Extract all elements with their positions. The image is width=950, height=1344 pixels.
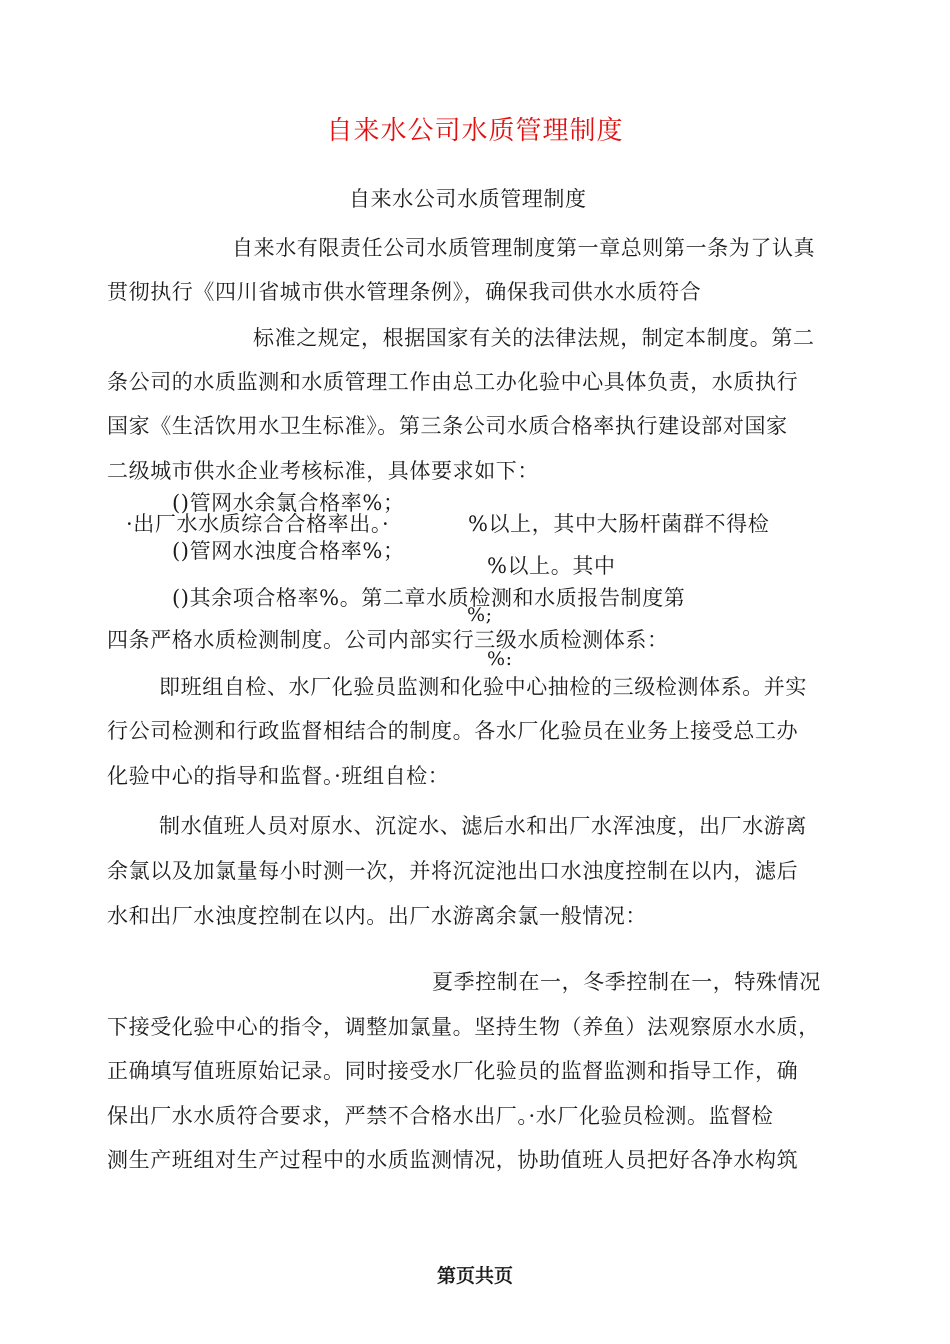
body-line: ()管网水余氯合格率%； (172, 491, 405, 515)
body-line: %以上，其中大肠杆菌群不得检 (468, 512, 770, 536)
body-line: %以上。其中 (487, 554, 616, 578)
body-line: 条公司的水质监测和水质管理工作由总工办化验中心具体负责，水质执行 (107, 370, 799, 394)
body-line: 行公司检测和行政监督相结合的制度。各水厂化验员在业务上接受总工办 (107, 719, 799, 743)
body-line: 下接受化验中心的指令，调整加氯量。坚持生物（养鱼）法观察原水水质， (107, 1015, 820, 1039)
body-line: 四条严格水质检测制度。公司内部实行三级水质检测体系： (107, 628, 669, 652)
body-line: 贯彻执行《四川省城市供水管理条例》，确保我司供水水质符合 (107, 280, 702, 304)
body-line: 正确填写值班原始记录。同时接受水厂化验员的监督监测和指导工作，确 (107, 1059, 799, 1083)
body-line: 即班组自检、水厂化验员监测和化验中心抽检的三级检测体系。并实 (159, 675, 807, 699)
document-subtitle: 自来水公司水质管理制度 (349, 187, 587, 211)
body-line: 自来水有限责任公司水质管理制度第一章总则第一条为了认真 (232, 236, 816, 260)
page-footer: 第页共页 (436, 1265, 513, 1287)
body-line: ()其余项合格率%。第二章水质检测和水质报告制度第 (172, 586, 686, 610)
body-line: 水和出厂水浊度控制在以内。出厂水游离余氯一般情况： (107, 904, 647, 928)
body-line: 测生产班组对生产过程中的水质监测情况，协助值班人员把好各净水构筑 (107, 1148, 799, 1172)
body-line: ()管网水浊度合格率%； (172, 539, 405, 563)
body-line: 国家《生活饮用水卫生标准》。第三条公司水质合格率执行建设部对国家 (107, 414, 788, 438)
body-line: 化验中心的指导和监督。·班组自检： (107, 764, 450, 788)
body-line: ·出厂水水质综合合格率出。· (126, 512, 390, 536)
body-line: 标准之规定，根据国家有关的法律法规，制定本制度。第二 (253, 326, 815, 350)
body-line: 保出厂水水质符合要求，严禁不合格水出厂。·水厂化验员检测。监督检 (107, 1104, 774, 1128)
body-line: 余氯以及加氯量每小时测一次，并将沉淀池出口水浊度控制在以内，滤后 (107, 859, 799, 883)
body-line: 制水值班人员对原水、沉淀水、滤后水和出厂水浑浊度，出厂水游离 (159, 814, 807, 838)
body-line: %: (487, 648, 513, 670)
body-line: 二级城市供水企业考核标准，具体要求如下： (107, 459, 539, 483)
body-line: 夏季控制在一，冬季控制在一，特殊情况 (432, 970, 821, 994)
document-title: 自来水公司水质管理制度 (326, 116, 624, 146)
body-line: %; (467, 604, 493, 626)
